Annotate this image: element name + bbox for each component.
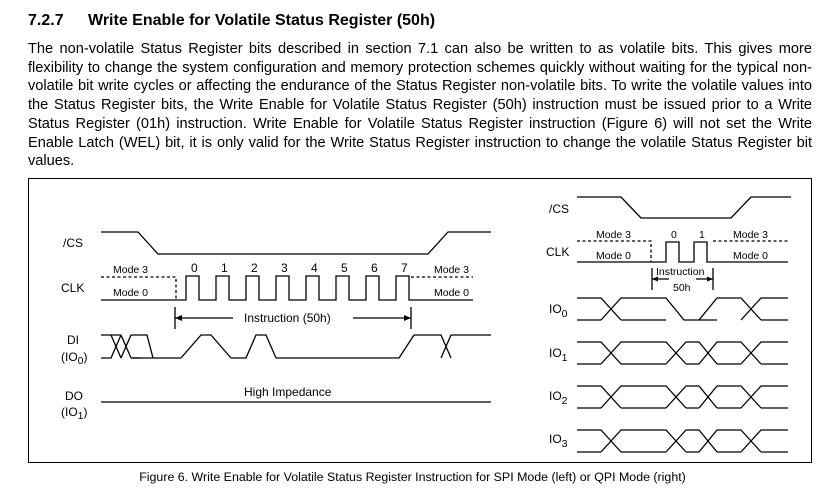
spi-arrowhead-left <box>175 315 182 321</box>
spi-clock-number-7: 7 <box>401 261 408 275</box>
section-heading <box>28 12 435 30</box>
spi-di-waveform-top <box>101 335 491 358</box>
spi-cs-label: /CS <box>63 236 84 250</box>
spi-mode0-right: Mode 0 <box>434 287 470 299</box>
spi-clock-number-1: 1 <box>221 261 228 275</box>
qpi-instruction-label: Instruction <box>656 266 705 278</box>
spi-clock-number-4: 4 <box>311 261 318 275</box>
qpi-io-buses <box>577 298 788 452</box>
spi-arrowhead-right <box>404 315 411 321</box>
qpi-arrowhead-right <box>707 277 713 282</box>
spi-high-impedance-label: High Impedance <box>244 385 332 399</box>
spi-di-waveform-bottom <box>101 335 153 358</box>
section-title: Write Enable for Volatile Status Register (50h) <box>88 12 436 29</box>
spi-clock-number-3: 3 <box>281 261 288 275</box>
qpi-io0-bus <box>577 298 788 320</box>
spi-clock-numbers <box>191 261 408 275</box>
qpi-io1-bus <box>577 342 788 364</box>
qpi-io3-label: IO3 <box>549 432 568 450</box>
qpi-cs-label: /CS <box>549 202 570 216</box>
qpi-clk-label: CLK <box>546 245 570 259</box>
qpi-mode0-right: Mode 0 <box>733 250 769 262</box>
qpi-io0-label: IO0 <box>549 302 568 320</box>
spi-do-label: DO <box>65 389 83 403</box>
spi-do-sub-label: (IO1) <box>61 405 88 422</box>
spi-di-sub-label: (IO0) <box>61 350 88 367</box>
section-number: 7.2.7 <box>28 12 64 29</box>
spi-clk-label: CLK <box>61 281 85 295</box>
spi-mode3-left: Mode 3 <box>113 264 149 276</box>
qpi-cs-waveform <box>577 197 791 218</box>
spi-mode3-right: Mode 3 <box>434 264 470 276</box>
timing-diagram <box>29 179 813 464</box>
section-paragraph: The non-volatile Status Register bits described in section 7.1 can also be written to as volatile bits. This gives more flexibility to change the system configuration and memory protection schemes quickly without waiting for the typical non-volatile bit write cycles or affecting the endurance of the Status Register non-volatile bits. To write the volatile values into the Status Register bits, the Write Enable for Volatile Status Register (50h) instruction must be issued prior to a Write Status Register (01h) instruction. Write Enable for Volatile Status Register instruction (Figure 6) will not set the Write Enable Latch (WEL) bit, it is only valid for the Write Status Register instruction to change the volatile Status Register bit values. <box>28 41 812 170</box>
figure-caption: Figure 6. Write Enable for Volatile Status Register Instruction for SPI Mode (left) or QPI Mode (right) <box>139 470 686 484</box>
qpi-clock-number-1: 1 <box>699 229 705 241</box>
spi-clock-number-5: 5 <box>341 261 348 275</box>
spi-mode0-left: Mode 0 <box>113 287 149 299</box>
spi-di-label: DI <box>67 333 79 347</box>
qpi-io2-label: IO2 <box>549 389 568 407</box>
qpi-io3-bus <box>577 430 788 452</box>
spi-instruction-label: Instruction (50h) <box>244 311 331 325</box>
qpi-clock-number-0: 0 <box>671 229 677 241</box>
qpi-io2-bus <box>577 386 788 408</box>
qpi-instruction-value: 50h <box>673 282 691 294</box>
qpi-mode3-right: Mode 3 <box>733 229 769 241</box>
spi-clock-number-6: 6 <box>371 261 378 275</box>
qpi-mode0-left: Mode 0 <box>596 250 632 262</box>
qpi-mode3-left: Mode 3 <box>596 229 632 241</box>
spi-clk-waveform <box>101 276 473 300</box>
spi-clock-number-2: 2 <box>251 261 258 275</box>
figure-frame <box>28 178 812 463</box>
spi-clock-number-0: 0 <box>191 261 198 275</box>
spi-cs-waveform <box>101 232 491 254</box>
qpi-io1-label: IO1 <box>549 346 568 364</box>
